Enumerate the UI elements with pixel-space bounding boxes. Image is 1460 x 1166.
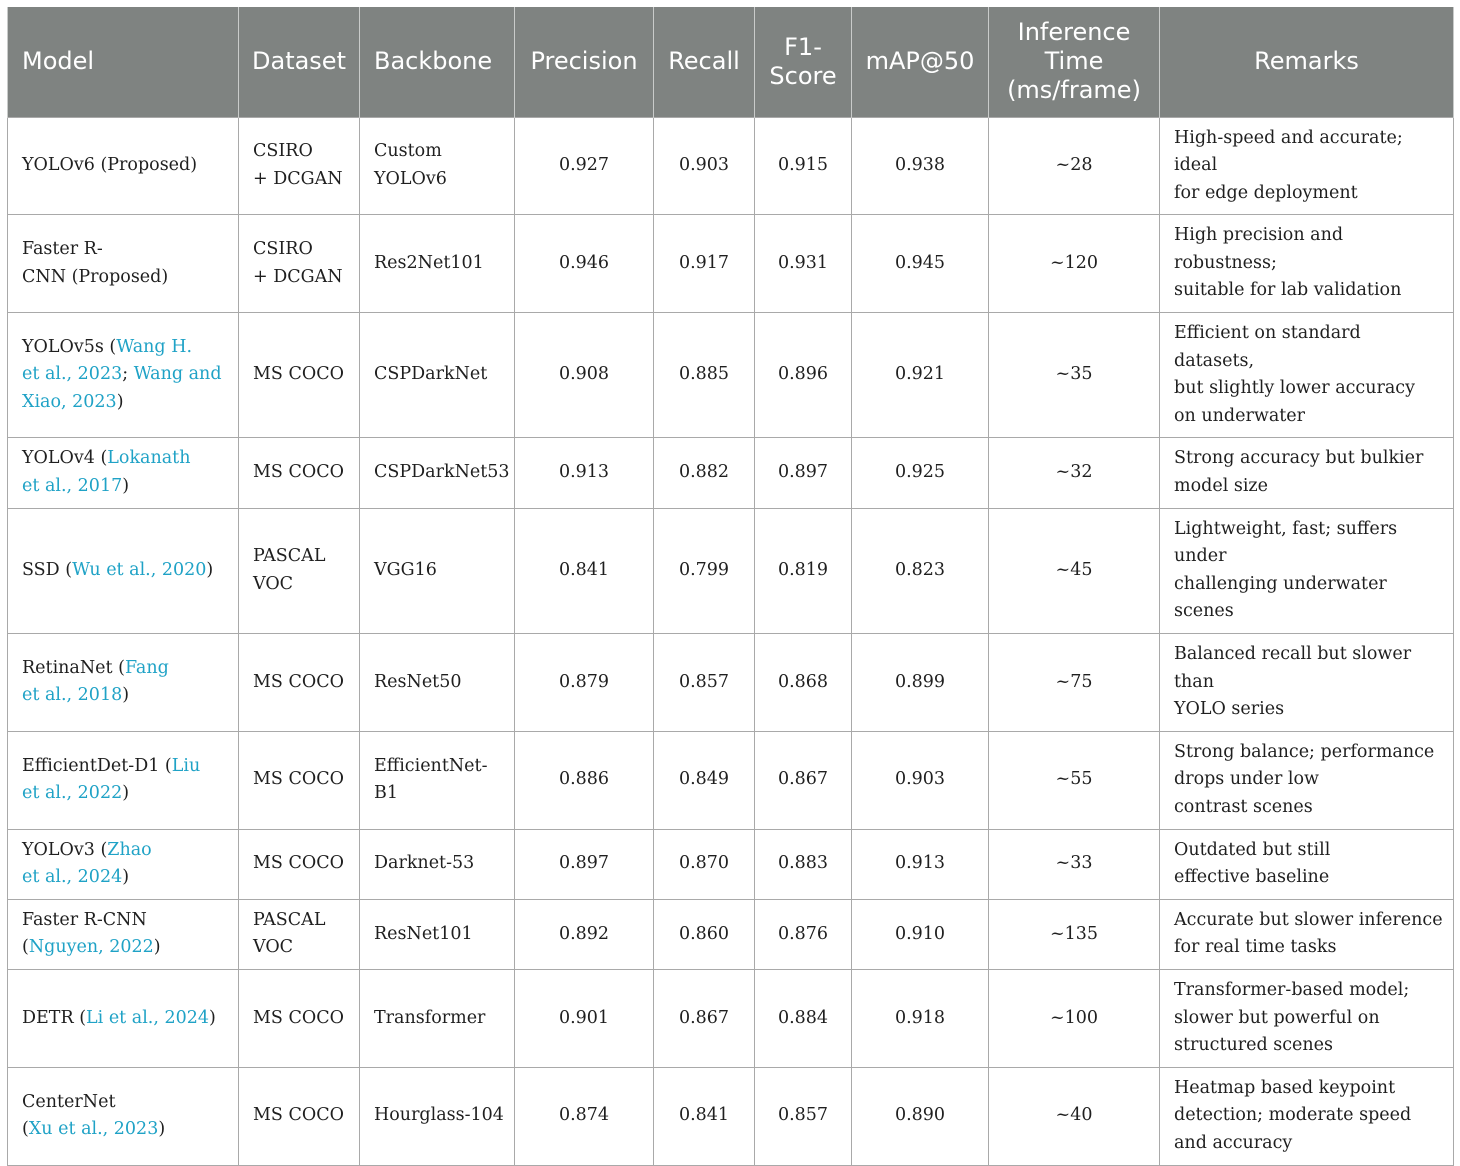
dataset-cell — [239, 215, 360, 313]
model-line — [22, 837, 228, 865]
remarks-line: on underwater — [1174, 405, 1306, 426]
remarks-line: but slightly lower accuracy — [1174, 378, 1415, 399]
dataset-line: MS COCO — [253, 671, 344, 692]
inference-cell: ~100 — [989, 969, 1160, 1067]
citation-link[interactable]: et al., 2023 — [22, 364, 123, 385]
remarks-line: Accurate but slower inference — [1174, 909, 1443, 930]
remarks-line: structured scenes — [1174, 1035, 1333, 1056]
map50-cell: 0.890 — [852, 1067, 989, 1165]
table-row — [8, 634, 1454, 732]
model-cell — [8, 899, 239, 969]
header-inference-time — [989, 7, 1160, 117]
inference-cell: ~32 — [989, 438, 1160, 508]
remarks-cell — [1160, 969, 1454, 1067]
header-line: Inference — [1017, 18, 1131, 47]
remarks-line: drops under low — [1174, 769, 1319, 790]
dataset-line: PASCAL — [253, 909, 326, 930]
remarks-cell — [1160, 899, 1454, 969]
model-text: EfficientDet-D1 ( — [22, 755, 172, 776]
model-text: ) — [209, 1007, 216, 1028]
model-text: Faster R- — [22, 239, 103, 260]
map50-cell: 0.823 — [852, 508, 989, 633]
map50-cell: 0.903 — [852, 731, 989, 829]
header-line: Remarks — [1254, 47, 1359, 76]
backbone-line: VGG16 — [374, 560, 437, 581]
header-line: Time — [1044, 47, 1104, 76]
remarks-line: for edge deployment — [1174, 182, 1358, 203]
f1-cell: 0.819 — [755, 508, 852, 633]
citation-link[interactable]: Wu et al., 2020 — [72, 560, 207, 581]
model-line — [22, 236, 228, 264]
model-cell — [8, 117, 239, 215]
precision-cell: 0.879 — [515, 634, 654, 732]
dataset-cell — [239, 899, 360, 969]
precision-cell: 0.897 — [515, 829, 654, 899]
precision-cell: 0.841 — [515, 508, 654, 633]
citation-link[interactable]: Wang and — [133, 364, 222, 385]
table-body — [8, 117, 1454, 1165]
citation-link[interactable]: Xu et al., 2023 — [28, 1119, 159, 1140]
table-row — [8, 508, 1454, 633]
model-text: ) — [153, 937, 161, 958]
backbone-line: CSPDarkNet — [374, 364, 488, 385]
model-text: YOLOv3 ( — [22, 839, 108, 860]
dataset-cell — [239, 438, 360, 508]
model-text: SSD ( — [22, 560, 73, 581]
model-line — [22, 361, 228, 389]
model-cell — [8, 829, 239, 899]
table-row — [8, 731, 1454, 829]
model-text: CNN (Proposed) — [22, 266, 169, 287]
inference-cell: ~45 — [989, 508, 1160, 633]
model-line — [22, 1089, 228, 1117]
model-line — [22, 907, 228, 935]
backbone-cell — [360, 899, 515, 969]
f1-cell: 0.883 — [755, 829, 852, 899]
model-cell — [8, 508, 239, 633]
dataset-line: CSIRO — [253, 141, 313, 162]
f1-cell: 0.884 — [755, 969, 852, 1067]
model-line — [22, 557, 228, 585]
map50-cell: 0.938 — [852, 117, 989, 215]
remarks-line: Transformer-based model; — [1174, 979, 1410, 1000]
remarks-line: model size — [1174, 476, 1269, 497]
model-cell — [8, 969, 239, 1067]
dataset-line: MS COCO — [253, 462, 344, 483]
dataset-line: PASCAL — [253, 546, 326, 567]
recall-cell: 0.849 — [654, 731, 755, 829]
recall-cell: 0.917 — [654, 215, 755, 313]
model-text: ) — [122, 783, 130, 804]
model-text: ) — [122, 685, 130, 706]
f1-cell: 0.876 — [755, 899, 852, 969]
dataset-line: CSIRO — [253, 239, 313, 260]
model-text: ) — [122, 476, 130, 497]
backbone-cell — [360, 438, 515, 508]
model-line — [22, 334, 228, 362]
remarks-line: contrast scenes — [1174, 796, 1313, 817]
model-line — [22, 655, 228, 683]
f1-cell: 0.868 — [755, 634, 852, 732]
model-text: ( — [22, 1119, 29, 1140]
header-line: Backbone — [374, 47, 493, 76]
model-text: ) — [206, 560, 214, 581]
remarks-line: Balanced recall but slower than — [1174, 644, 1412, 692]
backbone-line: ResNet50 — [374, 671, 462, 692]
dataset-line: MS COCO — [253, 769, 344, 790]
header-line: Precision — [530, 47, 638, 76]
backbone-cell — [360, 117, 515, 215]
precision-cell: 0.892 — [515, 899, 654, 969]
backbone-cell — [360, 1067, 515, 1165]
model-line — [22, 1116, 228, 1144]
header-line: Dataset — [252, 47, 346, 76]
remarks-cell — [1160, 731, 1454, 829]
map50-cell: 0.925 — [852, 438, 989, 508]
dataset-cell — [239, 969, 360, 1067]
dataset-line: + DCGAN — [253, 168, 343, 189]
precision-cell: 0.901 — [515, 969, 654, 1067]
citation-link[interactable]: Xiao, 2023 — [22, 392, 117, 413]
dataset-line: MS COCO — [253, 1105, 344, 1126]
table-row — [8, 969, 1454, 1067]
table-row — [8, 215, 1454, 313]
table-header — [8, 7, 1454, 117]
inference-cell: ~55 — [989, 731, 1160, 829]
model-text: YOLOv6 (Proposed) — [22, 155, 198, 176]
citation-link[interactable]: et al., 2022 — [22, 783, 123, 804]
model-text: ) — [158, 1119, 166, 1140]
model-text: ; — [122, 364, 134, 385]
model-line — [22, 780, 228, 808]
model-line — [22, 682, 228, 710]
map50-cell: 0.910 — [852, 899, 989, 969]
remarks-line: Efficient on standard datasets, — [1174, 323, 1361, 371]
remarks-line: Strong accuracy but bulkier — [1174, 448, 1424, 469]
model-text: ( — [22, 937, 29, 958]
recall-cell: 0.870 — [654, 829, 755, 899]
backbone-cell — [360, 731, 515, 829]
recall-cell: 0.841 — [654, 1067, 755, 1165]
header-recall — [654, 7, 755, 117]
f1-cell: 0.931 — [755, 215, 852, 313]
header-line: Recall — [668, 47, 740, 76]
model-line — [22, 152, 228, 180]
precision-cell: 0.927 — [515, 117, 654, 215]
map50-cell: 0.899 — [852, 634, 989, 732]
remarks-line: Lightweight, fast; suffers under — [1174, 518, 1398, 567]
remarks-line: suitable for lab validation — [1174, 280, 1402, 301]
f1-cell: 0.857 — [755, 1067, 852, 1165]
backbone-line: YOLOv6 — [374, 168, 447, 189]
citation-link[interactable]: Li et al., 2024 — [86, 1007, 210, 1028]
header-precision — [515, 7, 654, 117]
remarks-cell — [1160, 1067, 1454, 1165]
results-table — [7, 7, 1454, 1166]
remarks-line: High-speed and accurate; ideal — [1174, 127, 1403, 176]
header-model — [8, 7, 239, 117]
model-cell — [8, 634, 239, 732]
remarks-line: slower but powerful on — [1174, 1007, 1380, 1028]
dataset-line: + DCGAN — [253, 266, 343, 287]
remarks-cell — [1160, 634, 1454, 732]
dataset-line: MS COCO — [253, 853, 344, 874]
remarks-cell — [1160, 313, 1454, 438]
backbone-line: Hourglass-104 — [374, 1105, 504, 1126]
inference-cell: ~35 — [989, 313, 1160, 438]
model-text: CenterNet — [22, 1091, 116, 1112]
backbone-cell — [360, 829, 515, 899]
table-row — [8, 899, 1454, 969]
remarks-cell — [1160, 438, 1454, 508]
dataset-cell — [239, 117, 360, 215]
precision-cell: 0.886 — [515, 731, 654, 829]
inference-cell: ~75 — [989, 634, 1160, 732]
dataset-line: MS COCO — [253, 364, 344, 385]
backbone-line: Darknet-53 — [374, 853, 475, 874]
header-row — [8, 7, 1454, 117]
dataset-cell — [239, 731, 360, 829]
citation-link[interactable]: et al., 2017 — [22, 476, 123, 497]
citation-link[interactable]: Lokanath — [107, 448, 191, 469]
model-line — [22, 473, 228, 501]
model-cell — [8, 731, 239, 829]
recall-cell: 0.882 — [654, 438, 755, 508]
inference-cell: ~33 — [989, 829, 1160, 899]
header-line: F1- — [784, 32, 822, 61]
model-cell — [8, 1067, 239, 1165]
table-row — [8, 313, 1454, 438]
remarks-line: effective baseline — [1174, 867, 1330, 888]
precision-cell: 0.874 — [515, 1067, 654, 1165]
model-line — [22, 864, 228, 892]
dataset-cell — [239, 313, 360, 438]
citation-link[interactable]: Fang — [124, 657, 169, 678]
model-text: RetinaNet ( — [22, 657, 125, 678]
table-row — [8, 829, 1454, 899]
f1-cell: 0.867 — [755, 731, 852, 829]
table-row — [8, 1067, 1454, 1165]
recall-cell: 0.885 — [654, 313, 755, 438]
remarks-line: YOLO series — [1174, 699, 1285, 720]
remarks-line: challenging underwater scenes — [1174, 573, 1387, 622]
model-text: YOLOv5s ( — [22, 336, 117, 357]
remarks-line: Heatmap based keypoint — [1174, 1077, 1396, 1098]
citation-link[interactable]: Zhao — [107, 839, 152, 860]
backbone-line: CSPDarkNet53 — [374, 462, 510, 483]
inference-cell: ~40 — [989, 1067, 1160, 1165]
model-cell — [8, 438, 239, 508]
inference-cell: ~135 — [989, 899, 1160, 969]
inference-cell: ~120 — [989, 215, 1160, 313]
model-line — [22, 934, 228, 962]
header-f1-score — [755, 7, 852, 117]
backbone-cell — [360, 313, 515, 438]
model-line — [22, 389, 228, 417]
dataset-line: VOC — [253, 937, 294, 958]
table-row — [8, 117, 1454, 215]
model-text: DETR ( — [22, 1007, 87, 1028]
citation-link[interactable]: Nguyen, 2022 — [28, 937, 154, 958]
backbone-line: Transformer — [374, 1007, 486, 1028]
model-line — [22, 445, 228, 473]
recall-cell: 0.860 — [654, 899, 755, 969]
header-line: mAP@50 — [865, 47, 975, 76]
backbone-cell — [360, 508, 515, 633]
dataset-line: VOC — [253, 573, 294, 594]
map50-cell: 0.921 — [852, 313, 989, 438]
header-map50 — [852, 7, 989, 117]
dataset-line: MS COCO — [253, 1007, 344, 1028]
header-remarks — [1160, 7, 1454, 117]
model-line — [22, 264, 228, 292]
recall-cell: 0.799 — [654, 508, 755, 633]
f1-cell: 0.897 — [755, 438, 852, 508]
recall-cell: 0.857 — [654, 634, 755, 732]
precision-cell: 0.946 — [515, 215, 654, 313]
precision-cell: 0.913 — [515, 438, 654, 508]
remarks-line: Strong balance; performance — [1174, 741, 1435, 762]
recall-cell: 0.867 — [654, 969, 755, 1067]
header-backbone — [360, 7, 515, 117]
remarks-line: for real time tasks — [1174, 937, 1337, 958]
remarks-cell — [1160, 508, 1454, 633]
backbone-line: ResNet101 — [374, 923, 473, 944]
remarks-line: detection; moderate speed — [1174, 1105, 1412, 1126]
model-text: ) — [116, 392, 124, 413]
backbone-line: Res2Net101 — [374, 252, 484, 273]
backbone-cell — [360, 634, 515, 732]
f1-cell: 0.896 — [755, 313, 852, 438]
header-line: (ms/frame) — [1007, 76, 1141, 105]
model-line — [22, 753, 228, 781]
f1-cell: 0.915 — [755, 117, 852, 215]
model-cell — [8, 313, 239, 438]
header-line: Score — [769, 61, 837, 90]
citation-link[interactable]: et al., 2018 — [22, 685, 123, 706]
precision-cell: 0.908 — [515, 313, 654, 438]
backbone-cell — [360, 969, 515, 1067]
model-text: ) — [122, 867, 130, 888]
recall-cell: 0.903 — [654, 117, 755, 215]
remarks-cell — [1160, 829, 1454, 899]
remarks-cell — [1160, 117, 1454, 215]
dataset-cell — [239, 508, 360, 633]
remarks-cell — [1160, 215, 1454, 313]
header-dataset — [239, 7, 360, 117]
model-text: Faster R-CNN — [22, 909, 147, 930]
header-line: Model — [22, 47, 95, 76]
model-cell — [8, 215, 239, 313]
backbone-line: EfficientNet-B1 — [374, 755, 488, 804]
backbone-line: Custom — [374, 141, 442, 162]
map50-cell: 0.945 — [852, 215, 989, 313]
dataset-cell — [239, 829, 360, 899]
inference-cell: ~28 — [989, 117, 1160, 215]
remarks-line: and accuracy — [1174, 1132, 1293, 1153]
dataset-cell — [239, 634, 360, 732]
model-line — [22, 1005, 228, 1033]
remarks-line: High precision and robustness; — [1174, 225, 1344, 273]
citation-link[interactable]: Wang H. — [116, 336, 193, 357]
remarks-line: Outdated but still — [1174, 839, 1331, 860]
map50-cell: 0.913 — [852, 829, 989, 899]
map50-cell: 0.918 — [852, 969, 989, 1067]
table-row — [8, 438, 1454, 508]
citation-link[interactable]: et al., 2024 — [22, 867, 123, 888]
backbone-cell — [360, 215, 515, 313]
citation-link[interactable]: Liu — [171, 755, 201, 776]
dataset-cell — [239, 1067, 360, 1165]
model-text: YOLOv4 ( — [22, 448, 108, 469]
